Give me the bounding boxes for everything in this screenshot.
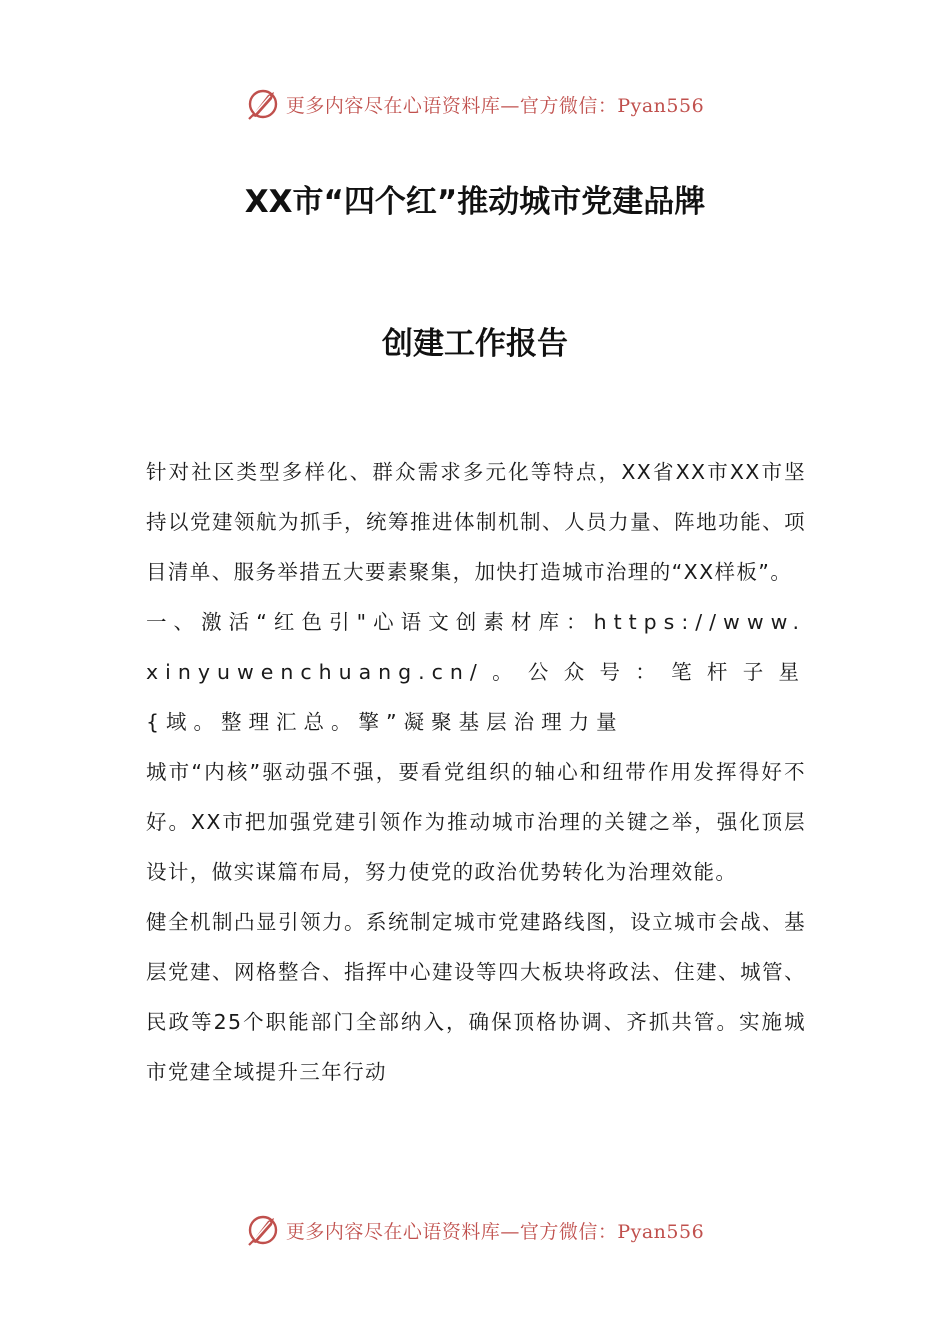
section-heading-1: 一、激活“红色引"心语文创素材库：https://www.xinyuwenchuang.cn/。公众号：笔杆子星{域。整理汇总。擎”凝聚基层治理力量	[146, 610, 806, 734]
quill-pen-logo-icon	[246, 86, 282, 122]
body-paragraph-intro: 针对社区类型多样化、群众需求多元化等特点，XX省XX市XX市坚持以党建领航为抓手，统筹推进体制机制、人员力量、阵地功能、项目清单、服务举措五大要素聚集，加快打造城市治理的“XX样板”。	[146, 460, 806, 584]
footer-watermark-text: 更多内容尽在心语资料库—官方微信：Pyan556	[285, 1220, 705, 1243]
body-paragraph-mechanism: 健全机制凸显引领力。系统制定城市党建路线图，设立城市会战、基层党建、网格整合、指挥中心建设等四大板块将政法、住建、城管、民政等25个职能部门全部纳入，确保顶格协调、齐抓共管。实施城市党建全域提升三年行动	[146, 910, 806, 1084]
document-title-line-2: 创建工作报告	[382, 326, 568, 362]
footer-watermark-banner	[0, 1210, 950, 1250]
document-body	[146, 447, 806, 1097]
header-watermark-text: 更多内容尽在心语资料库—官方微信：Pyan556	[285, 94, 705, 117]
quill-pen-logo-icon	[246, 1212, 282, 1248]
document-title-line-1: XX市“四个红”推动城市党建品牌	[244, 184, 706, 220]
body-paragraph-core: 城市“内核”驱动强不强，要看党组织的轴心和纽带作用发挥得好不好。XX市把加强党建引领作为推动城市治理的关键之举，强化顶层设计，做实谋篇布局，努力使党的政治优势转化为治理效能。	[146, 760, 806, 884]
header-watermark-banner	[0, 84, 950, 124]
